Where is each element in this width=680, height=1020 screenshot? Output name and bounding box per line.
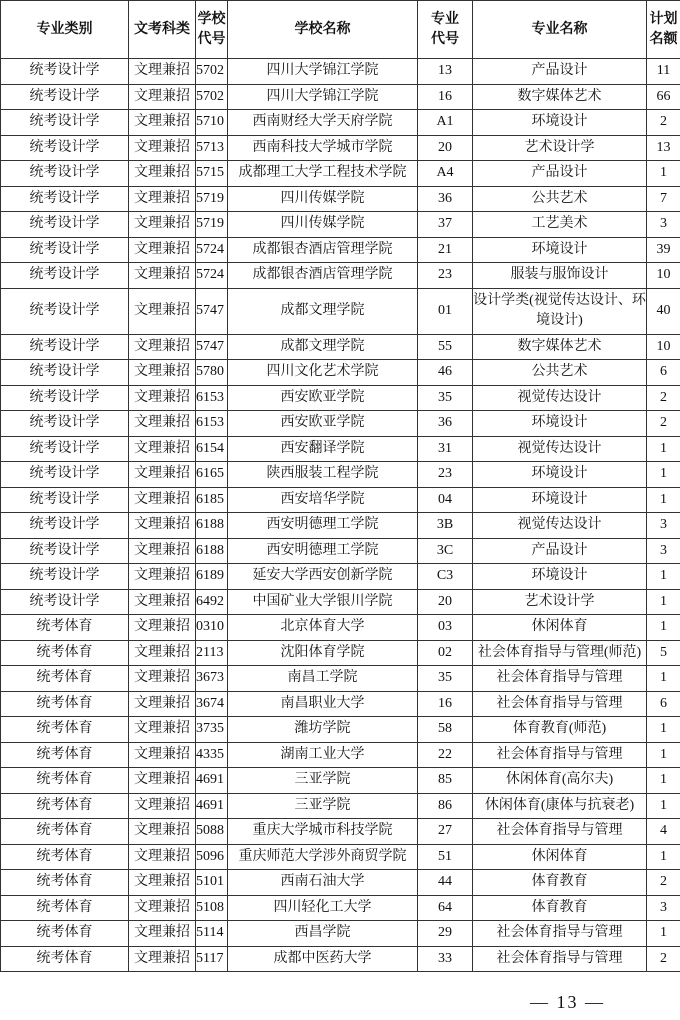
table-row (1, 870, 680, 896)
cell-school-code: 5117 (196, 946, 228, 972)
cell-quota: 1 (647, 589, 680, 615)
cell-major-name: 社会体育指导与管理 (473, 691, 647, 717)
cell-major-name: 社会体育指导与管理(师范) (473, 640, 647, 666)
cell-major-name: 产品设计 (473, 538, 647, 564)
cell-major-code: 20 (418, 135, 473, 161)
cell-major-name: 视觉传达设计 (473, 513, 647, 539)
cell-major-code: 20 (418, 589, 473, 615)
cell-school-code: 6185 (196, 487, 228, 513)
cell-major-code: 01 (418, 288, 473, 334)
table-row (1, 844, 680, 870)
cell-subject-type: 文理兼招 (129, 237, 196, 263)
cell-quota: 2 (647, 110, 680, 136)
cell-subject-type: 文理兼招 (129, 487, 196, 513)
cell-subject-type: 文理兼招 (129, 870, 196, 896)
header-quota (647, 1, 680, 59)
cell-category: 统考设计学 (1, 186, 129, 212)
cell-quota: 3 (647, 895, 680, 921)
cell-subject-type: 文理兼招 (129, 385, 196, 411)
cell-quota: 39 (647, 237, 680, 263)
cell-major-code: 29 (418, 921, 473, 947)
cell-major-name: 公共艺术 (473, 186, 647, 212)
cell-subject-type: 文理兼招 (129, 589, 196, 615)
cell-quota: 1 (647, 844, 680, 870)
cell-major-name: 环境设计 (473, 462, 647, 488)
cell-subject-type: 文理兼招 (129, 691, 196, 717)
cell-quota: 66 (647, 84, 680, 110)
cell-school-name: 三亚学院 (228, 768, 418, 794)
table-row (1, 84, 680, 110)
cell-major-code: 36 (418, 411, 473, 437)
cell-major-code: C3 (418, 564, 473, 590)
cell-school-name: 四川传媒学院 (228, 186, 418, 212)
cell-school-name: 重庆大学城市科技学院 (228, 819, 418, 845)
cell-major-name: 环境设计 (473, 110, 647, 136)
table-row (1, 487, 680, 513)
cell-quota: 6 (647, 360, 680, 386)
cell-quota: 3 (647, 538, 680, 564)
cell-subject-type: 文理兼招 (129, 946, 196, 972)
cell-major-code: 02 (418, 640, 473, 666)
cell-major-name: 社会体育指导与管理 (473, 819, 647, 845)
cell-school-name: 中国矿业大学银川学院 (228, 589, 418, 615)
cell-subject-type: 文理兼招 (129, 360, 196, 386)
cell-school-name: 西安翻译学院 (228, 436, 418, 462)
cell-major-name: 社会体育指导与管理 (473, 921, 647, 947)
cell-school-code: 5702 (196, 84, 228, 110)
cell-quota: 2 (647, 946, 680, 972)
cell-subject-type: 文理兼招 (129, 288, 196, 334)
cell-major-name: 服装与服饰设计 (473, 263, 647, 289)
cell-quota: 2 (647, 385, 680, 411)
cell-quota: 13 (647, 135, 680, 161)
cell-major-code: 13 (418, 59, 473, 85)
cell-school-code: 6492 (196, 589, 228, 615)
header-school-code-label: 学校代号 (197, 11, 226, 47)
cell-major-name: 环境设计 (473, 564, 647, 590)
cell-major-code: 04 (418, 487, 473, 513)
cell-school-name: 南昌工学院 (228, 666, 418, 692)
cell-school-name: 西安明德理工学院 (228, 513, 418, 539)
cell-category: 统考体育 (1, 640, 129, 666)
cell-school-code: 3735 (196, 717, 228, 743)
cell-school-code: 6165 (196, 462, 228, 488)
cell-category: 统考体育 (1, 666, 129, 692)
cell-category: 统考设计学 (1, 385, 129, 411)
header-school-code (196, 1, 228, 59)
cell-school-code: 6188 (196, 538, 228, 564)
cell-school-code: 5747 (196, 288, 228, 334)
cell-category: 统考设计学 (1, 334, 129, 360)
cell-quota: 1 (647, 793, 680, 819)
cell-major-code: 23 (418, 263, 473, 289)
cell-major-code: A4 (418, 161, 473, 187)
cell-school-code: 6153 (196, 411, 228, 437)
cell-major-name: 社会体育指导与管理 (473, 666, 647, 692)
cell-school-name: 成都银杏酒店管理学院 (228, 237, 418, 263)
cell-subject-type: 文理兼招 (129, 793, 196, 819)
cell-quota: 1 (647, 161, 680, 187)
cell-category: 统考设计学 (1, 436, 129, 462)
cell-major-name: 体育教育(师范) (473, 717, 647, 743)
cell-major-name: 视觉传达设计 (473, 385, 647, 411)
cell-school-name: 沈阳体育学院 (228, 640, 418, 666)
cell-major-name: 体育教育 (473, 870, 647, 896)
cell-major-code: 03 (418, 615, 473, 641)
cell-quota: 4 (647, 819, 680, 845)
cell-subject-type: 文理兼招 (129, 819, 196, 845)
header-quota-label: 计划名额 (649, 11, 678, 47)
cell-school-name: 四川传媒学院 (228, 212, 418, 238)
cell-major-code: 16 (418, 84, 473, 110)
cell-quota: 40 (647, 288, 680, 334)
header-major-code (418, 1, 473, 59)
cell-subject-type: 文理兼招 (129, 717, 196, 743)
cell-category: 统考体育 (1, 742, 129, 768)
cell-school-code: 5710 (196, 110, 228, 136)
cell-major-name: 体育教育 (473, 895, 647, 921)
cell-quota: 2 (647, 870, 680, 896)
cell-major-name: 休闲体育(高尔夫) (473, 768, 647, 794)
table-row (1, 462, 680, 488)
cell-major-name: 社会体育指导与管理 (473, 946, 647, 972)
cell-school-code: 5719 (196, 186, 228, 212)
cell-category: 统考体育 (1, 717, 129, 743)
cell-category: 统考设计学 (1, 462, 129, 488)
cell-school-code: 6189 (196, 564, 228, 590)
cell-school-code: 0310 (196, 615, 228, 641)
cell-subject-type: 文理兼招 (129, 59, 196, 85)
cell-major-code: 37 (418, 212, 473, 238)
cell-category: 统考体育 (1, 768, 129, 794)
cell-school-name: 三亚学院 (228, 793, 418, 819)
table-row (1, 793, 680, 819)
cell-school-code: 4335 (196, 742, 228, 768)
cell-major-code: A1 (418, 110, 473, 136)
table-row (1, 666, 680, 692)
cell-major-code: 35 (418, 385, 473, 411)
cell-school-name: 成都中医药大学 (228, 946, 418, 972)
cell-school-code: 4691 (196, 793, 228, 819)
cell-school-code: 5114 (196, 921, 228, 947)
cell-school-code: 5088 (196, 819, 228, 845)
cell-quota: 6 (647, 691, 680, 717)
cell-category: 统考设计学 (1, 487, 129, 513)
cell-major-name: 产品设计 (473, 59, 647, 85)
table-row (1, 161, 680, 187)
cell-category: 统考体育 (1, 844, 129, 870)
cell-school-name: 西安培华学院 (228, 487, 418, 513)
cell-major-code: 64 (418, 895, 473, 921)
table-row (1, 921, 680, 947)
cell-category: 统考设计学 (1, 161, 129, 187)
cell-subject-type: 文理兼招 (129, 742, 196, 768)
cell-school-name: 西安欧亚学院 (228, 411, 418, 437)
table-row (1, 186, 680, 212)
cell-school-name: 四川轻化工大学 (228, 895, 418, 921)
cell-category: 统考体育 (1, 615, 129, 641)
cell-school-name: 四川文化艺术学院 (228, 360, 418, 386)
cell-major-name: 工艺美术 (473, 212, 647, 238)
cell-quota: 11 (647, 59, 680, 85)
cell-major-name: 社会体育指导与管理 (473, 742, 647, 768)
cell-school-name: 成都文理学院 (228, 288, 418, 334)
cell-major-code: 31 (418, 436, 473, 462)
cell-major-name: 艺术设计学 (473, 589, 647, 615)
table-row (1, 59, 680, 85)
cell-school-name: 潍坊学院 (228, 717, 418, 743)
cell-category: 统考设计学 (1, 589, 129, 615)
cell-quota: 3 (647, 212, 680, 238)
cell-category: 统考设计学 (1, 564, 129, 590)
cell-school-code: 5780 (196, 360, 228, 386)
cell-major-name: 环境设计 (473, 487, 647, 513)
cell-major-code: 16 (418, 691, 473, 717)
cell-subject-type: 文理兼招 (129, 921, 196, 947)
cell-subject-type: 文理兼招 (129, 615, 196, 641)
cell-major-name: 数字媒体艺术 (473, 334, 647, 360)
cell-school-name: 成都理工大学工程技术学院 (228, 161, 418, 187)
cell-quota: 1 (647, 615, 680, 641)
cell-major-code: 3C (418, 538, 473, 564)
cell-school-code: 5724 (196, 237, 228, 263)
cell-school-code: 5713 (196, 135, 228, 161)
table-row (1, 436, 680, 462)
cell-school-code: 4691 (196, 768, 228, 794)
cell-school-code: 5719 (196, 212, 228, 238)
cell-subject-type: 文理兼招 (129, 263, 196, 289)
cell-major-code: 46 (418, 360, 473, 386)
cell-major-code: 22 (418, 742, 473, 768)
cell-school-name: 西南财经大学天府学院 (228, 110, 418, 136)
cell-subject-type: 文理兼招 (129, 895, 196, 921)
cell-school-name: 湖南工业大学 (228, 742, 418, 768)
cell-school-name: 西南石油大学 (228, 870, 418, 896)
table-row (1, 135, 680, 161)
cell-school-name: 南昌职业大学 (228, 691, 418, 717)
cell-subject-type: 文理兼招 (129, 768, 196, 794)
table-row (1, 819, 680, 845)
table-row (1, 110, 680, 136)
cell-quota: 1 (647, 717, 680, 743)
cell-subject-type: 文理兼招 (129, 212, 196, 238)
cell-category: 统考设计学 (1, 212, 129, 238)
cell-quota: 10 (647, 263, 680, 289)
cell-category: 统考设计学 (1, 59, 129, 85)
cell-quota: 1 (647, 768, 680, 794)
header-subject-type: 文考科类 (129, 1, 196, 59)
cell-quota: 5 (647, 640, 680, 666)
cell-major-code: 44 (418, 870, 473, 896)
cell-major-name: 环境设计 (473, 411, 647, 437)
cell-category: 统考设计学 (1, 288, 129, 334)
header-major-name: 专业名称 (473, 1, 647, 59)
cell-major-code: 35 (418, 666, 473, 692)
cell-school-code: 5101 (196, 870, 228, 896)
table-row (1, 288, 680, 334)
cell-major-name: 公共艺术 (473, 360, 647, 386)
cell-category: 统考体育 (1, 946, 129, 972)
cell-subject-type: 文理兼招 (129, 564, 196, 590)
cell-school-name: 成都文理学院 (228, 334, 418, 360)
table-row (1, 717, 680, 743)
cell-major-code: 86 (418, 793, 473, 819)
cell-quota: 1 (647, 462, 680, 488)
cell-major-code: 27 (418, 819, 473, 845)
cell-subject-type: 文理兼招 (129, 110, 196, 136)
cell-school-name: 成都银杏酒店管理学院 (228, 263, 418, 289)
cell-major-name: 休闲体育 (473, 844, 647, 870)
cell-major-code: 51 (418, 844, 473, 870)
table-row (1, 691, 680, 717)
header-row (1, 1, 680, 59)
cell-school-code: 5724 (196, 263, 228, 289)
cell-school-name: 陕西服装工程学院 (228, 462, 418, 488)
cell-subject-type: 文理兼招 (129, 135, 196, 161)
cell-school-name: 四川大学锦江学院 (228, 59, 418, 85)
cell-major-name: 视觉传达设计 (473, 436, 647, 462)
cell-major-code: 33 (418, 946, 473, 972)
header-category: 专业类别 (1, 1, 129, 59)
cell-major-code: 58 (418, 717, 473, 743)
cell-school-code: 5747 (196, 334, 228, 360)
cell-school-name: 西昌学院 (228, 921, 418, 947)
cell-quota: 7 (647, 186, 680, 212)
cell-subject-type: 文理兼招 (129, 538, 196, 564)
table-row (1, 895, 680, 921)
cell-school-name: 西南科技大学城市学院 (228, 135, 418, 161)
table-row (1, 360, 680, 386)
cell-subject-type: 文理兼招 (129, 84, 196, 110)
cell-major-name: 环境设计 (473, 237, 647, 263)
table-row (1, 589, 680, 615)
cell-major-code: 23 (418, 462, 473, 488)
cell-school-code: 5702 (196, 59, 228, 85)
cell-quota: 1 (647, 564, 680, 590)
cell-school-name: 北京体育大学 (228, 615, 418, 641)
cell-major-code: 85 (418, 768, 473, 794)
cell-school-code: 5715 (196, 161, 228, 187)
cell-school-code: 3674 (196, 691, 228, 717)
table-body (1, 59, 680, 972)
table-row (1, 564, 680, 590)
cell-major-code: 21 (418, 237, 473, 263)
cell-subject-type: 文理兼招 (129, 161, 196, 187)
cell-school-code: 6153 (196, 385, 228, 411)
table-row (1, 411, 680, 437)
table-row (1, 385, 680, 411)
cell-category: 统考设计学 (1, 237, 129, 263)
cell-category: 统考设计学 (1, 360, 129, 386)
cell-subject-type: 文理兼招 (129, 844, 196, 870)
table-row (1, 263, 680, 289)
cell-subject-type: 文理兼招 (129, 640, 196, 666)
cell-category: 统考体育 (1, 870, 129, 896)
cell-category: 统考体育 (1, 921, 129, 947)
cell-subject-type: 文理兼招 (129, 436, 196, 462)
cell-school-code: 6188 (196, 513, 228, 539)
table-row (1, 513, 680, 539)
cell-major-name: 休闲体育(康体与抗衰老) (473, 793, 647, 819)
cell-school-code: 2113 (196, 640, 228, 666)
cell-school-name: 西安明德理工学院 (228, 538, 418, 564)
cell-school-code: 5108 (196, 895, 228, 921)
cell-school-name: 四川大学锦江学院 (228, 84, 418, 110)
cell-major-code: 3B (418, 513, 473, 539)
cell-quota: 1 (647, 666, 680, 692)
header-major-code-label: 专业代号 (431, 11, 459, 47)
cell-major-name: 设计学类(视觉传达设计、环境设计) (473, 288, 647, 334)
cell-category: 统考设计学 (1, 135, 129, 161)
page-number: — 13 — (530, 992, 605, 1012)
cell-quota: 1 (647, 436, 680, 462)
cell-category: 统考设计学 (1, 513, 129, 539)
cell-subject-type: 文理兼招 (129, 411, 196, 437)
cell-school-code: 5096 (196, 844, 228, 870)
cell-quota: 1 (647, 742, 680, 768)
table-row (1, 538, 680, 564)
cell-school-name: 延安大学西安创新学院 (228, 564, 418, 590)
cell-category: 统考体育 (1, 895, 129, 921)
cell-category: 统考设计学 (1, 110, 129, 136)
header-school-name: 学校名称 (228, 1, 418, 59)
table-row (1, 334, 680, 360)
table-row (1, 742, 680, 768)
cell-major-name: 数字媒体艺术 (473, 84, 647, 110)
cell-school-code: 6154 (196, 436, 228, 462)
cell-quota: 1 (647, 921, 680, 947)
table-row (1, 768, 680, 794)
table-row (1, 946, 680, 972)
cell-subject-type: 文理兼招 (129, 334, 196, 360)
cell-subject-type: 文理兼招 (129, 666, 196, 692)
cell-quota: 1 (647, 487, 680, 513)
cell-major-name: 产品设计 (473, 161, 647, 187)
cell-major-code: 36 (418, 186, 473, 212)
table-row (1, 615, 680, 641)
cell-subject-type: 文理兼招 (129, 462, 196, 488)
cell-category: 统考设计学 (1, 538, 129, 564)
table-row (1, 212, 680, 238)
cell-category: 统考设计学 (1, 411, 129, 437)
cell-major-name: 休闲体育 (473, 615, 647, 641)
cell-major-name: 艺术设计学 (473, 135, 647, 161)
cell-school-name: 西安欧亚学院 (228, 385, 418, 411)
cell-subject-type: 文理兼招 (129, 186, 196, 212)
cell-quota: 3 (647, 513, 680, 539)
cell-category: 统考设计学 (1, 263, 129, 289)
cell-subject-type: 文理兼招 (129, 513, 196, 539)
cell-quota: 10 (647, 334, 680, 360)
cell-category: 统考体育 (1, 793, 129, 819)
table-row (1, 640, 680, 666)
cell-quota: 2 (647, 411, 680, 437)
cell-major-code: 55 (418, 334, 473, 360)
cell-category: 统考体育 (1, 691, 129, 717)
cell-school-name: 重庆师范大学涉外商贸学院 (228, 844, 418, 870)
cell-school-code: 3673 (196, 666, 228, 692)
cell-category: 统考体育 (1, 819, 129, 845)
table-row (1, 237, 680, 263)
cell-category: 统考设计学 (1, 84, 129, 110)
